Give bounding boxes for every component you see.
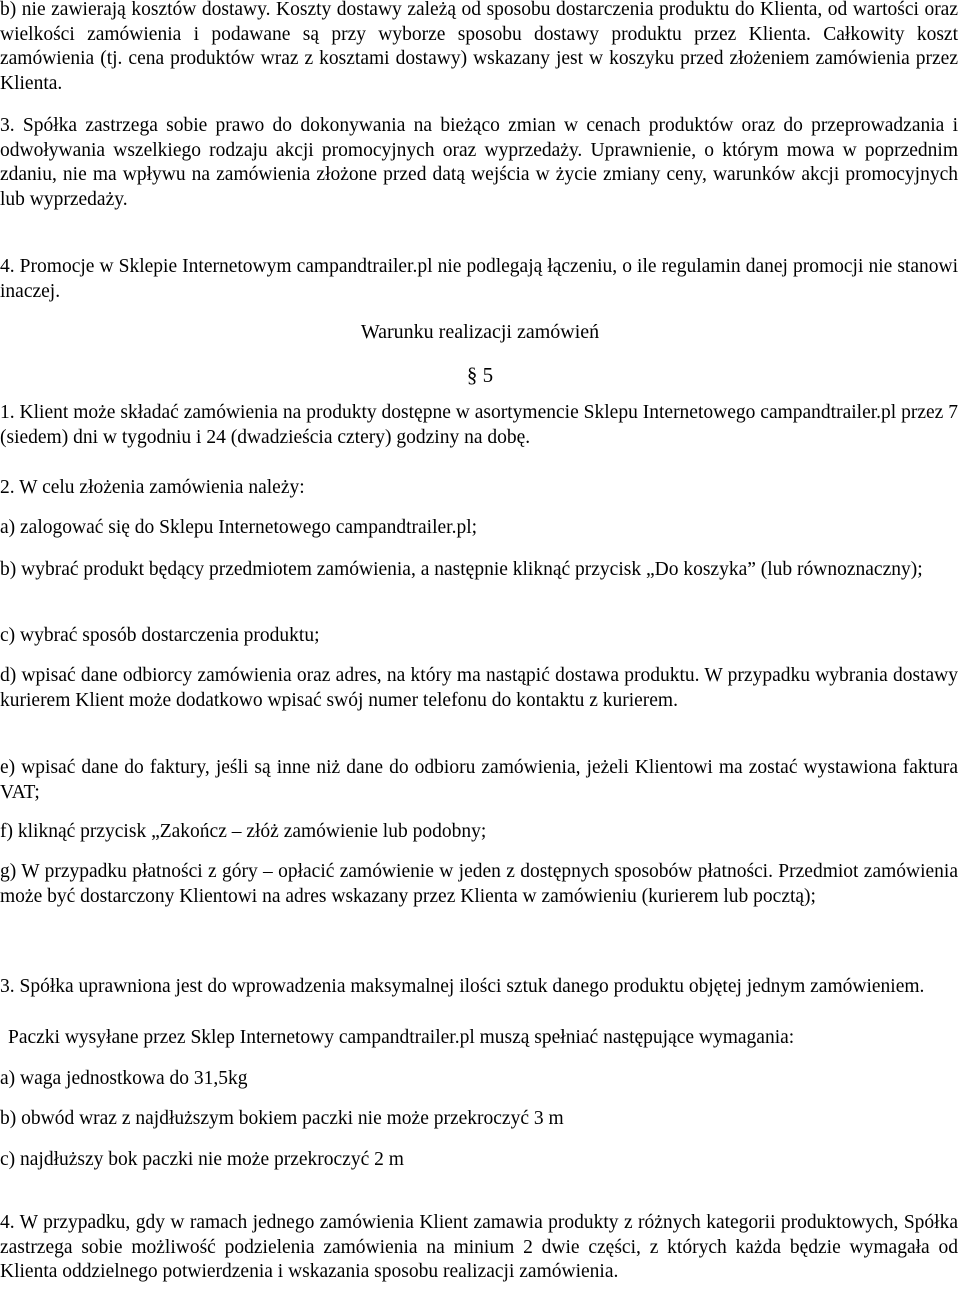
paragraph-quantity-limit: 3. Spółka uprawniona jest do wprowadzenia maksymalnej ilości sztuk danego produktu objętej jednym zamówieniem.	[0, 976, 925, 997]
list-item-delivery-method: c) wybrać sposób dostarczenia produktu;	[0, 625, 320, 646]
section-number: § 5	[466, 363, 494, 387]
list-item-invoice-data: e) wpisać dane do faktury, jeśli są inne niż dane do odbioru zamówienia, jeżeli Klientowi ma zostać wystawiona faktura VAT;	[0, 757, 958, 803]
list-item-girth: b) obwód wraz z najdłuższym bokiem paczki nie może przekroczyć 3 m	[0, 1108, 564, 1129]
paragraph-delivery-costs: b) nie zawierają kosztów dostawy. Koszty dostawy zależą od sposobu dostarczenia produktu do Klienta, od wartości oraz wielkości zamówienia i podawane są przy wyborze sposobu dostawy produktu przez Klienta. Całkowity koszt zamówienia (tj. cena produktów wraz z kosztami dostawy) wskazany jest w koszyku przed złożeniem zamówienia przez Klienta.	[0, 0, 958, 94]
paragraph-parcel-requirements: Paczki wysyłane przez Sklep Internetowy campandtrailer.pl muszą spełniać następujące wymagania:	[8, 1027, 795, 1048]
list-item-recipient-data: d) wpisać dane odbiorcy zamówienia oraz adres, na który ma nastąpić dostawa produktu. W przypadku wybrania dostawy kurierem Klient może dodatkowo wpisać swój numer telefonu do kontaktu z kurierem.	[0, 665, 958, 711]
paragraph-ordering-hours: 1. Klient może składać zamówienia na produkty dostępne w asortymencie Sklepu Internetowego campandtrailer.pl przez 7 (siedem) dni w tygodniu i 24 (dwadzieścia cztery) godziny na dobę.	[0, 402, 958, 448]
paragraph-order-splitting: 4. W przypadku, gdy w ramach jednego zamówienia Klient zamawia produkty z różnych kategorii produktowych, Spółka zastrzega sobie możliwość podzielenia zamówienia na minium 2 dwie części, z których każda będzie wymagała od Klienta oddzielnego potwierdzenia i wskazania sposobu realizacji zamówienia.	[0, 1212, 958, 1283]
paragraph-order-steps: 2. W celu złożenia zamówienia należy:	[0, 477, 305, 498]
list-item-finish-order: f) kliknąć przycisk „Zakończ – złóż zamówienie lub podobny;	[0, 821, 487, 842]
list-item-payment: g) W przypadku płatności z góry – opłacić zamówienie w jeden z dostępnych sposobów płatności. Przedmiot zamówienia może być dostarczony Klientowi na adres wskazany przez Klienta w zamówieniu (kurierem lub pocztą);	[0, 861, 958, 907]
paragraph-price-changes: 3. Spółka zastrzega sobie prawo do dokonywania na bieżąco zmian w cenach produktów oraz do przeprowadzania i odwoływania wszelkiego rodzaju akcji promocyjnych oraz wyprzedaży. Uprawnienie, o którym mowa w poprzednim zdaniu, nie ma wpływu na zamówienia złożone przed datą wejścia w życie zmiany ceny, warunków akcji promocyjnych lub wyprzedaży.	[0, 115, 958, 210]
list-item-select-product: b) wybrać produkt będący przedmiotem zamówienia, a następnie kliknąć przycisk „Do koszyka” (lub równoznaczny);	[0, 559, 923, 580]
list-item-weight: a) waga jednostkowa do 31,5kg	[0, 1068, 248, 1089]
section-heading: Warunku realizacji zamówień	[360, 321, 600, 343]
list-item-login: a) zalogować się do Sklepu Internetowego campandtrailer.pl;	[0, 517, 478, 538]
paragraph-promotions: 4. Promocje w Sklepie Internetowym campandtrailer.pl nie podlegają łączeniu, o ile regulamin danej promocji nie stanowi inaczej.	[0, 256, 958, 302]
list-item-longest-side: c) najdłuższy bok paczki nie może przekroczyć 2 m	[0, 1149, 404, 1170]
